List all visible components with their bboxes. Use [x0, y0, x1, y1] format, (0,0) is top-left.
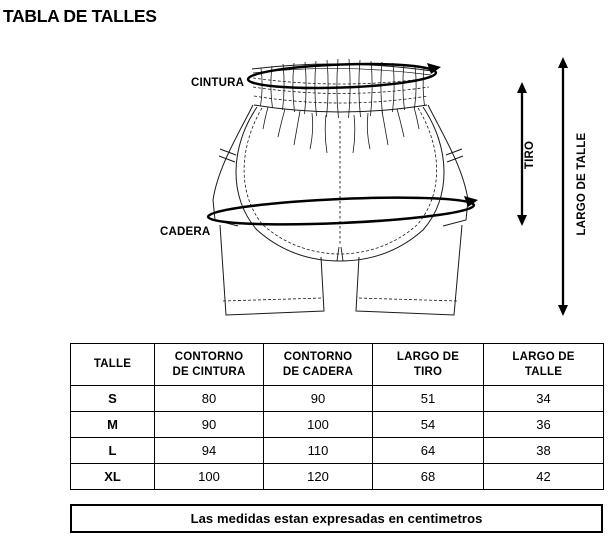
table-row-s: [71, 386, 604, 412]
size-cell: M: [71, 412, 155, 438]
cadera-label: CADERA: [160, 226, 211, 238]
header-largo-tiro: [373, 344, 484, 386]
value-cell: 36: [484, 412, 604, 438]
value-cell: 100: [264, 412, 373, 438]
size-cell: XL: [71, 464, 155, 490]
waistband-gathers: [261, 59, 425, 153]
cadera-measure-arrow: [208, 193, 478, 229]
table-row-xl: [71, 464, 604, 490]
header-line: CONTORNO: [174, 350, 244, 363]
value-cell: 90: [155, 412, 264, 438]
size-cell: L: [71, 438, 155, 464]
value-cell: 100: [155, 464, 264, 490]
liner-legs: [220, 225, 462, 315]
value-cell: 54: [373, 412, 484, 438]
header-line: TALLE: [524, 365, 563, 378]
value-cell: 110: [264, 438, 373, 464]
size-table-header-row: [71, 344, 604, 386]
cintura-label: CINTURA: [191, 77, 245, 89]
header-line: TALLE: [93, 358, 132, 370]
size-table: [70, 343, 604, 490]
value-cell: 80: [155, 386, 264, 412]
value-cell: 51: [373, 386, 484, 412]
outer-shell: [213, 105, 468, 261]
header-line: DE CADERA: [282, 365, 354, 378]
header-contorno-cadera: [264, 344, 373, 386]
largo-talle-arrow: [558, 57, 568, 316]
table-row-l: [71, 438, 604, 464]
value-cell: 120: [264, 464, 373, 490]
header-line: LARGO DE: [512, 350, 575, 363]
header-talle: [71, 344, 155, 386]
size-cell: S: [71, 386, 155, 412]
value-cell: 42: [484, 464, 604, 490]
header-line: TIRO: [413, 365, 443, 378]
units-note: Las medidas estan expresadas en centimetros: [190, 511, 483, 526]
header-line: CONTORNO: [283, 350, 353, 363]
value-cell: 94: [155, 438, 264, 464]
units-note-banner: [70, 504, 603, 533]
largo-talle-label: LARGO DE TALLE: [576, 132, 588, 236]
cintura-measure-arrow: [248, 61, 441, 91]
page-title: TABLA DE TALLES: [3, 6, 157, 26]
table-row-m: [71, 412, 604, 438]
value-cell: 34: [484, 386, 604, 412]
value-cell: 38: [484, 438, 604, 464]
header-largo-talle: [484, 344, 604, 386]
header-line: LARGO DE: [396, 350, 460, 363]
value-cell: 64: [373, 438, 484, 464]
header-line: DE CINTURA: [172, 365, 246, 378]
value-cell: 68: [373, 464, 484, 490]
value-cell: 90: [264, 386, 373, 412]
tiro-label: TIRO: [524, 140, 536, 170]
header-contorno-cintura: [155, 344, 264, 386]
